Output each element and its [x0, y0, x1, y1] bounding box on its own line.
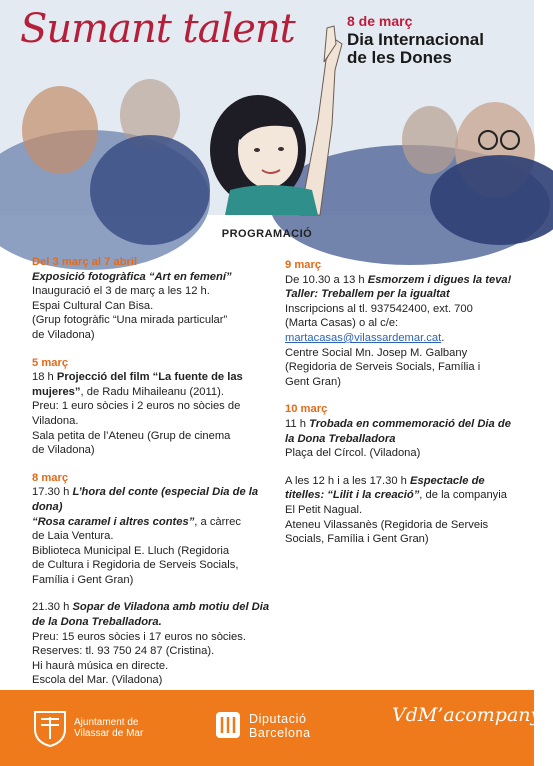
- event-detail: Biblioteca Municipal E. Lluch (Regidoria: [32, 544, 230, 557]
- event-detail: Plaça del Círcol. (Viladona): [285, 447, 421, 460]
- event-date-label: 9 març: [285, 259, 322, 271]
- event-sopar: [32, 600, 274, 688]
- event-detail: (Grup fotogràfic “Una mirada particular”: [32, 314, 228, 327]
- event-date-label: 10 març: [285, 403, 328, 416]
- event-detail: Sala petita de l’Ateneu (Grup de cinema: [32, 429, 231, 442]
- event-time: 21.30 h: [32, 601, 73, 614]
- program-right-column: [285, 258, 517, 560]
- event-title-rest: , de Radu Mihaileanu (2011).: [80, 385, 224, 398]
- event-titelles: [285, 474, 517, 547]
- ajuntament-line-1: Ajuntament de: [74, 717, 139, 728]
- hero-illustration: [0, 0, 534, 215]
- shield-icon: [32, 709, 68, 747]
- event-title-rest: , de la companyia El Petit Nagual.: [285, 489, 507, 516]
- ajuntament-logo: [32, 706, 172, 750]
- event-detail: Escola del Mar. (Viladona): [32, 674, 163, 687]
- event-time: De 10.30 a 13 h: [285, 273, 368, 286]
- email-period: .: [441, 331, 445, 344]
- event-subtitle-rest: , a càrrec: [194, 515, 241, 528]
- event-esmorzem: [285, 258, 517, 389]
- event-date-label: Del 3 març al 7 abril: [32, 256, 138, 268]
- brand-logo: Sumant talent: [20, 6, 295, 52]
- event-time: 11 h: [285, 417, 310, 430]
- diputacio-logo: [213, 706, 333, 750]
- event-title-line-1: Dia Internacional: [347, 30, 484, 49]
- event-title: Trobada en commemoració del Dia de la Dona Treballadora: [285, 417, 511, 445]
- event-detail: Gent Gran): [285, 375, 341, 388]
- event-detail: de Viladona): [32, 444, 95, 457]
- event-detail: Família i Gent Gran): [32, 573, 134, 586]
- event-detail: Hi haurà música en directe.: [32, 659, 169, 672]
- event-detail: Inscripcions al tl. 937542400, ext. 700: [285, 302, 473, 315]
- event-title: Espectacle de titelles: “Lilit i la creació”: [285, 474, 485, 502]
- event-detail: Inauguració el 3 de març a les 12 h.: [32, 285, 210, 298]
- event-date-label: 8 març: [32, 471, 69, 484]
- event-detail: de Cultura i Regidoria de Serveis Socials,: [32, 559, 239, 572]
- event-time: 17.30 h: [32, 486, 73, 499]
- event-detail: Espai Cultural Can Bisa.: [32, 299, 154, 312]
- event-subtitle: “Rosa caramel i altres contes”: [32, 515, 195, 528]
- event-detail: Centre Social Mn. Josep M. Galbany: [285, 346, 468, 359]
- vdm-acompanya-text: VdM’acompanya: [392, 704, 553, 726]
- event-detail: de Viladona): [32, 328, 95, 341]
- event-title: Sopar de Viladona amb motiu del Dia de la Dona Treballadora.: [32, 601, 270, 629]
- event-projeccio: [32, 356, 274, 458]
- event-title: [347, 31, 532, 67]
- ajuntament-text: [74, 717, 143, 739]
- event-detail: Socials, Família i Gent Gran): [285, 533, 429, 546]
- event-detail: (Regidoria de Serveis Socials, Família i: [285, 361, 481, 374]
- event-detail: Reserves: tl. 93 750 24 87 (Cristina).: [32, 645, 215, 658]
- event-title: Exposició fotogràfica “Art en femení”: [32, 270, 232, 283]
- email-link[interactable]: martacasas@vilassardemar.cat: [285, 331, 442, 344]
- event-detail: Preu: 15 euros sòcies i 17 euros no sòcies.: [32, 630, 246, 643]
- program-left-column: [32, 255, 274, 701]
- event-date-label: 5 març: [32, 356, 69, 369]
- event-time: A les 12 h i a les 17.30 h: [285, 474, 411, 487]
- event-detail: Preu: 1 euro sòcies i 2 euros no sòcies de: [32, 400, 241, 413]
- event-time: 18 h: [32, 371, 57, 384]
- vdm-acompanya-logo: [392, 704, 553, 748]
- event-hora-conte: [32, 471, 274, 588]
- event-title: L’hora del conte (especial Dia de la dona): [32, 486, 259, 513]
- program-heading: PROGRAMACIÓ: [221, 228, 313, 240]
- diputacio-line-2: Barcelona: [249, 726, 311, 740]
- event-title-line-2: de les Dones: [347, 48, 452, 67]
- event-date: 8 de març: [347, 13, 413, 29]
- diputacio-text: [249, 712, 311, 740]
- event-detail: Ateneu Vilassanès (Regidoria de Serveis: [285, 518, 489, 531]
- sponsor-footer: [0, 690, 553, 766]
- event-title: Esmorzem i digues la teva! Taller: Treballem per la igualtat: [285, 273, 512, 301]
- event-title: Projecció del film “La fuente de las mujeres”: [32, 371, 243, 398]
- event-detail: Viladona.: [32, 414, 79, 427]
- crest-icon: [213, 708, 243, 742]
- ajuntament-line-2: Vilassar de Mar: [74, 728, 144, 739]
- event-detail: (Marta Casas) o al c/e:: [285, 317, 399, 330]
- diputacio-line-1: Diputació: [249, 712, 307, 726]
- event-trobada: [285, 402, 517, 460]
- event-exposicio: [32, 255, 274, 343]
- event-detail: de Laia Ventura.: [32, 530, 114, 543]
